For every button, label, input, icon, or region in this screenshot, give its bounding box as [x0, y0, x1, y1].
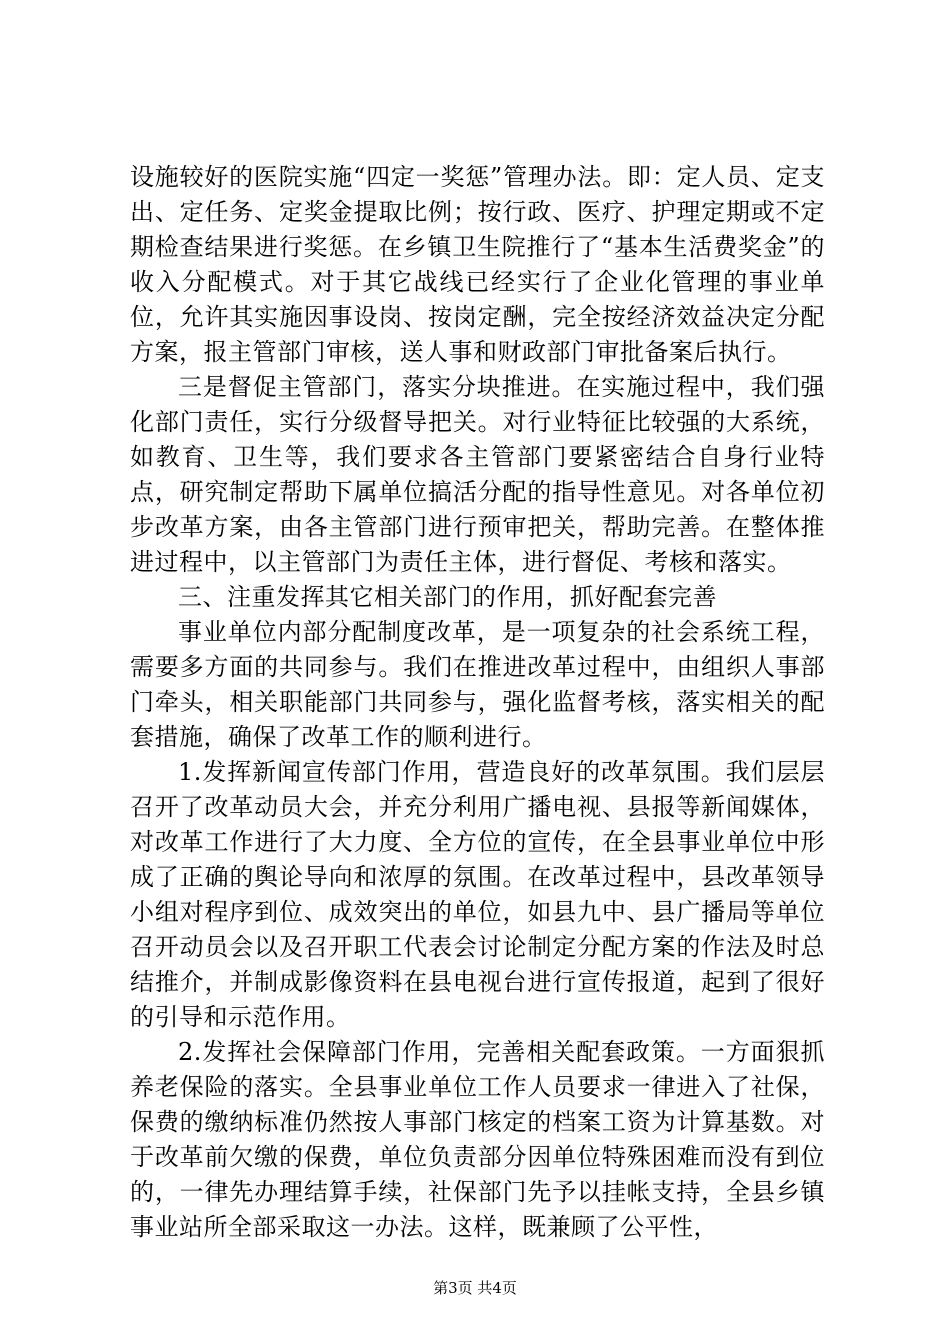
paragraph-reform-overview: 事业单位内部分配制度改革，是一项复杂的社会系统工程，需要多方面的共同参与。我们在推进改革过程中，由组织人事部门牵头，相关职能部门共同参与，强化监督考核，落实相关的配套措施，确保了改革工作的顺利进行。 — [130, 618, 825, 751]
paragraph-continuation: 设施较好的医院实施“四定一奖惩”管理办法。即：定人员、定支出、定任务、定奖金提取比例；按行政、医疗、护理定期或不定期检查结果进行奖惩。在乡镇卫生院推行了“基本生活费奖金”的收入分配模式。对于其它战线已经实行了企业化管理的事业单位，允许其实施因事设岗、按岗定酬，完全按经济效益决定分配方案，报主管部门审核，送人事和财政部门审批备案后执行。 — [130, 163, 825, 366]
document-body — [130, 160, 825, 1245]
page-number-footer: 第3页 共4页 — [433, 1279, 517, 1297]
paragraph-supervise-departments: 三是督促主管部门，落实分块推进。在实施过程中，我们强化部门责任，实行分级督导把关。对行业特征比较强的大系统，如教育、卫生等，我们要求各主管部门要紧密结合自身行业特点，研究制定帮助下属单位搞活分配的指导性意见。对各单位初步改革方案，由各主管部门进行预审把关，帮助完善。在整体推进过程中，以主管部门为责任主体，进行督促、考核和落实。 — [130, 373, 825, 576]
section-heading-three: 三、注重发挥其它相关部门的作用，抓好配套完善 — [178, 583, 717, 611]
paragraph-item-1-publicity: 1.发挥新闻宣传部门作用，营造良好的改革氛围。我们层层召开了改革动员大会，并充分利用广播电视、县报等新闻媒体，对改革工作进行了大力度、全方位的宣传，在全县事业单位中形成了正确的舆论导向和浓厚的氛围。在改革过程中，县改革领导小组对程序到位、成效突出的单位，如县九中、县广播局等单位召开动员会以及召开职工代表会讨论制定分配方案的作法及时总结推介，并制成影像资料在县电视台进行宣传报道，起到了很好的引导和示范作用。 — [130, 758, 825, 1031]
paragraph-item-2-social-security: 2.发挥社会保障部门作用，完善相关配套政策。一方面狠抓养老保险的落实。全县事业单位工作人员要求一律进入了社保，保费的缴纳标准仍然按人事部门核定的档案工资为计算基数。对于改革前欠缴的保费，单位负责部分因单位特殊困难而没有到位的，一律先办理结算手续，社保部门先予以挂帐支持，全县乡镇事业站所全部采取这一办法。这样，既兼顾了公平性， — [130, 1038, 825, 1241]
